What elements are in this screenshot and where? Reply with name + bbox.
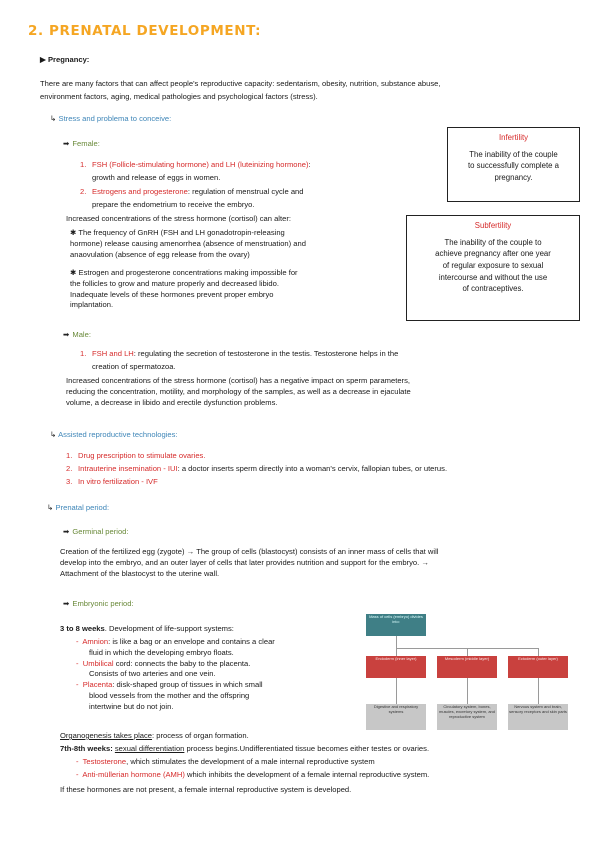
list-rest: : regulating the secretion of testosterone in the testis. Testosterone helps in the <box>133 349 399 358</box>
infertility-box <box>447 127 580 202</box>
support-item-placenta <box>76 680 356 712</box>
week78-bold: 7th-8th weeks: <box>60 744 113 753</box>
diagram-top-node: Mass of cells (embryo) divides into: <box>366 614 426 636</box>
support-line: blood vessels from the mother and the offspring <box>89 690 250 700</box>
art-heading-label: Assisted reproductive technologies: <box>58 430 178 439</box>
final-line: If these hormones are not present, a female internal reproductive system is developed. <box>60 785 352 794</box>
infertility-title: Infertility <box>498 133 529 142</box>
subfertility-title: Subfertility <box>474 221 512 230</box>
diagram-digestive-node: Digestive and respiratory systems <box>366 704 426 730</box>
subfertility-line: intercourse and without the use <box>438 272 548 282</box>
dash-bullet: - <box>76 680 79 690</box>
diagram-connector <box>396 648 397 656</box>
germinal-line: Attachment of the blastocyst to the uterine wall. <box>60 568 220 578</box>
infertility-line: The inability of the couple <box>469 149 558 159</box>
pregnancy-heading-label: Pregnancy: <box>47 55 90 64</box>
female-item-2 <box>80 187 304 198</box>
dash-bullet: - <box>76 637 79 646</box>
list-rest: : <box>308 160 311 169</box>
male-para-line: reducing the concentration, motility, and morphology of the samples, as well as a decrease in ejaculate <box>66 386 411 396</box>
week78-underlined: sexual differentiation <box>114 744 185 753</box>
right-arrow-icon: ➡ <box>63 330 70 339</box>
diagram-endoderm-node: Endoderm (inner layer) <box>366 656 426 678</box>
list-term: Estrogens and progesterone <box>92 187 188 196</box>
diagram-connector <box>467 648 468 656</box>
diagram-connector <box>396 678 397 704</box>
diagram-nervous-node: Nervous system and brain, sensory receptors and skin parts <box>508 704 568 730</box>
list-term: In vitro fertilization - IVF <box>78 477 158 486</box>
support-line: cord: connects the baby to the placenta. <box>113 658 251 668</box>
hormone-term: Anti-müllerian hormone (AMH) <box>82 770 185 779</box>
male-heading <box>63 330 91 341</box>
week78-line <box>60 744 429 755</box>
right-arrow-icon: ➡ <box>63 599 70 608</box>
dash-bullet: - <box>76 658 79 668</box>
list-term: FSH and LH <box>92 349 134 358</box>
star-item-2 <box>70 268 298 311</box>
stress-heading-label: Stress and problema to conceive: <box>58 114 172 123</box>
hormone-item-1 <box>76 757 375 768</box>
star-item-line: The frequency of GnRH (FSH and LH gonadotropin-releasing <box>78 228 285 237</box>
male-para-line: Increased concentrations of the stress hormone (cortisol) has a negative impact on sperm parameters, <box>66 376 410 385</box>
subfertility-line: The inability of the couple to <box>444 237 542 247</box>
cortisol-line: Increased concentrations of the stress hormone (cortisol) can alter: <box>66 214 291 223</box>
list-number: 2. <box>80 187 87 196</box>
list-rest: : a doctor inserts sperm directly into a woman's cervix, fallopian tubes, or uterus. <box>177 464 448 473</box>
support-systems-list <box>76 637 356 712</box>
list-number: 1. <box>80 160 87 169</box>
germinal-line: develop into the embryo, and an outer layer of cells that later provides nutrition and support for the embryo. → <box>60 557 429 567</box>
star-icon: ✱ <box>70 228 77 237</box>
list-number: 3. <box>66 477 73 486</box>
support-line: : is like a bag or an envelope and contains a clear <box>108 637 275 646</box>
germinal-heading-label: Germinal period: <box>72 527 129 536</box>
diagram-circulatory-node: Circulatory system, bones, muscles, excretory system, and reproductive system <box>437 704 497 730</box>
list-term: FSH (Follicle-stimulating hormone) and LH (luteinizing hormone) <box>92 160 309 169</box>
support-term: Placenta <box>82 680 113 690</box>
weeks-line <box>60 624 234 635</box>
stress-heading <box>50 114 171 125</box>
dash-bullet: - <box>76 770 79 779</box>
list-rest: : regulation of menstrual cycle and <box>187 187 304 196</box>
star-item-line: anaovulation (absence of egg release from the ovary) <box>70 249 250 259</box>
germinal-line: Creation of the fertilized egg (zygote) → The group of cells (blastocyst) consists of an inner mass of cells that will <box>60 547 439 556</box>
prenatal-heading <box>47 503 109 514</box>
organogenesis-rest: : process of organ formation. <box>152 731 249 740</box>
male-paragraph <box>66 376 411 408</box>
female-item-1-line2: growth and release of eggs in women. <box>92 173 221 182</box>
star-item-1 <box>70 228 306 260</box>
infertility-line: pregnancy. <box>494 173 533 183</box>
list-number: 1. <box>66 451 73 460</box>
pregnancy-intro-line2: environment factors, aging, medical pathologies and psychological factors (stress). <box>40 92 318 101</box>
week78-rest: process begins.Undifferentiated tissue becomes either testes or ovaries. <box>184 744 430 753</box>
art-item-1 <box>66 451 205 462</box>
support-term: Amnion <box>82 637 109 646</box>
male-item-1-line2: creation of spermatozoa. <box>92 362 176 371</box>
star-item-line: Inadequate levels of these hormones prevent proper embryo <box>70 289 274 299</box>
subfertility-line: achieve pregnancy after one year <box>435 249 551 259</box>
list-term: Drug prescription to stimulate ovaries. <box>78 451 206 460</box>
subfertility-line: of contraceptives. <box>462 284 524 294</box>
support-term: Umbilical <box>82 658 114 668</box>
diagram-connector <box>538 648 539 656</box>
diagram-mesoderm-node: Mesoderm (middle layer) <box>437 656 497 678</box>
list-term: Intrauterine insemination - IUI <box>78 464 178 473</box>
germinal-heading <box>63 527 129 538</box>
diagram-ectoderm-node: Ectoderm (outer layer) <box>508 656 568 678</box>
weeks-rest: . Development of life-support systems: <box>104 624 234 633</box>
star-item-line: hormone) release causing amenorrhea (absence of menstruation) and <box>70 238 306 248</box>
embryonic-heading-label: Embryonic period: <box>72 599 134 608</box>
male-item-1 <box>80 349 398 360</box>
diagram-connector <box>538 678 539 704</box>
female-item-1 <box>80 160 311 171</box>
right-arrow-icon: ➡ <box>63 527 70 536</box>
art-item-2 <box>66 464 447 475</box>
return-arrow-icon: ↳ <box>50 114 57 123</box>
infertility-line: to successfully complete a <box>467 161 559 171</box>
star-item-line: Estrogen and progesterone concentrations making impossible for <box>78 268 298 277</box>
female-heading <box>63 139 100 150</box>
pregnancy-heading <box>40 55 89 66</box>
support-line: fluid in which the developing embryo floats. <box>89 647 234 657</box>
embryonic-heading <box>63 599 134 610</box>
return-arrow-icon: ↳ <box>50 430 57 439</box>
weeks-bold: 3 to 8 weeks <box>60 624 105 633</box>
right-arrow-icon: ➡ <box>63 139 70 148</box>
page-title: 2. PRENATAL DEVELOPMENT: <box>28 23 262 39</box>
female-heading-label: Female: <box>72 139 100 148</box>
support-line: intertwine but do not join. <box>89 701 174 711</box>
support-item-umbilical <box>76 659 356 681</box>
germinal-paragraph <box>60 547 438 579</box>
return-arrow-icon: ↳ <box>47 503 54 512</box>
dash-bullet: - <box>76 757 79 766</box>
organogenesis-line <box>60 731 249 742</box>
female-item-2-line2: prepare the endometrium to receive the embryo. <box>92 200 255 209</box>
star-item-line: implantation. <box>70 300 114 310</box>
diagram-connector <box>467 678 468 704</box>
germ-layers-diagram <box>360 614 578 734</box>
art-heading <box>50 430 178 441</box>
art-item-3 <box>66 477 158 488</box>
support-line: Consists of two arteries and one vein. <box>89 669 216 679</box>
hormone-rest: , which stimulates the development of a male internal reproductive system <box>126 757 375 766</box>
hormone-term: Testosterone <box>82 757 127 766</box>
subfertility-box <box>406 215 580 321</box>
male-para-line: volume, a decrease in libido and erectile dysfunction problems. <box>66 397 278 407</box>
organogenesis-underlined: Organogenesis takes place <box>60 731 153 740</box>
prenatal-heading-label: Prenatal period: <box>55 503 110 512</box>
support-line: : disk-shaped group of tissues in which small <box>112 680 263 690</box>
pregnancy-intro-line1: There are many factors that can affect people's reproductive capacity: sedentarism, obesity, nutrition, substance abuse, <box>40 79 441 88</box>
support-item-amnion <box>76 637 356 659</box>
list-number: 2. <box>66 464 73 473</box>
triangle-bullet-icon: ▶ <box>40 55 46 64</box>
list-number: 1. <box>80 349 87 358</box>
diagram-connector <box>396 636 397 648</box>
star-icon: ✱ <box>70 268 77 277</box>
star-item-line: the follicles to grow and mature properly and decreased libido. <box>70 278 279 288</box>
hormone-item-2 <box>76 770 429 781</box>
hormone-rest: which inhibits the development of a female internal reproductive system. <box>184 770 430 779</box>
male-heading-label: Male: <box>72 330 91 339</box>
subfertility-line: of regular exposure to sexual <box>442 261 544 271</box>
